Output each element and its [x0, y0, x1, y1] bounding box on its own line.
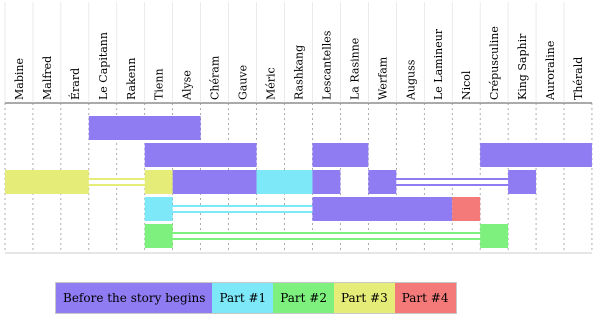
character-label: Rakenn [124, 57, 138, 100]
character-label: La Rasinne [348, 37, 362, 100]
legend-item-p2: Part #2 [273, 283, 334, 313]
timeline-bar [312, 143, 368, 167]
timeline-bar [452, 197, 480, 221]
timeline-bar [257, 170, 313, 194]
timeline-bar [508, 170, 536, 194]
timeline-bar [480, 143, 592, 167]
character-label: Nicol [460, 70, 474, 100]
timeline-link [167, 206, 319, 212]
character-label: Auroraline [544, 40, 558, 100]
timeline-bar [173, 170, 257, 194]
timeline-bar [145, 170, 173, 194]
timeline-link [390, 179, 514, 185]
character-label: Auguss [404, 59, 418, 100]
timeline-bar [480, 224, 508, 248]
character-label: Lescantelles [320, 30, 334, 100]
timeline-bar [368, 170, 396, 194]
character-label: Thérald [571, 56, 585, 100]
character-label: Le Lamineur [432, 28, 446, 100]
timeline-bar [5, 170, 89, 194]
timeline-link [167, 233, 486, 239]
legend-item-p4: Part #4 [395, 283, 456, 313]
character-label: Chéram [208, 55, 222, 100]
legend-item-p3: Part #3 [334, 283, 395, 313]
character-label: Crépusculine [488, 26, 502, 100]
character-label: Gauve [236, 64, 250, 100]
character-label: Méric [264, 67, 278, 100]
timeline-bar [145, 143, 257, 167]
character-label: Le Capitann [96, 32, 110, 100]
character-label: Mabine [12, 58, 26, 100]
character-label: Werfam [376, 56, 390, 100]
timeline-bar [89, 116, 201, 140]
timeline-bar [312, 170, 340, 194]
legend-item-p1: Part #1 [212, 283, 273, 313]
character-label: Rashkang [292, 44, 306, 100]
character-label: Tienn [152, 68, 166, 100]
timeline-bar [145, 224, 173, 248]
character-label: Alyse [180, 70, 194, 100]
timeline-link [83, 179, 151, 185]
character-label: Malfred [40, 55, 54, 100]
character-label: King Saphir [516, 33, 530, 100]
character-label: Érard [68, 67, 82, 100]
timeline-bar [145, 197, 173, 221]
chart-legend [55, 282, 457, 314]
legend-item-before: Before the story begins [56, 283, 212, 313]
timeline-bar [312, 197, 452, 221]
